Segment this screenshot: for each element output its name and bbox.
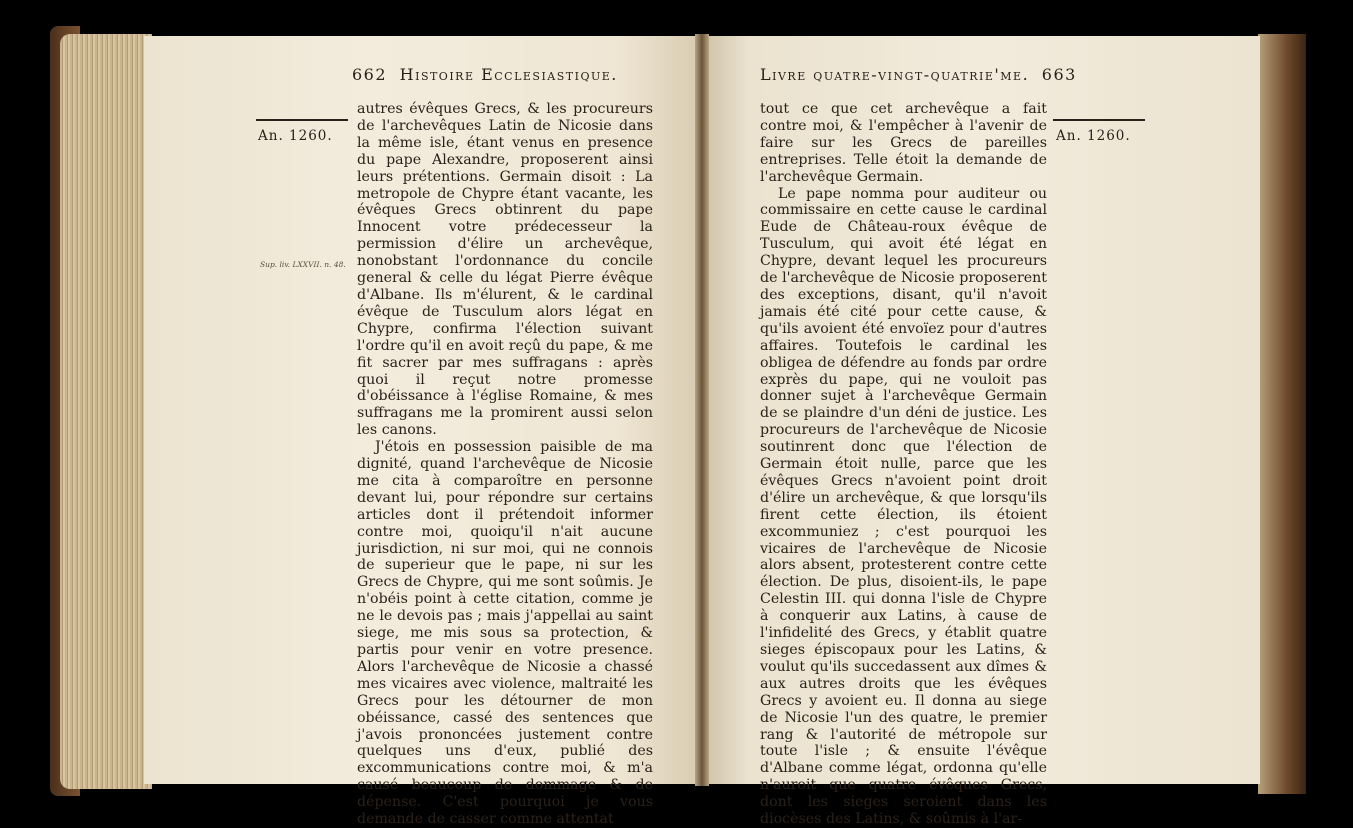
right-page-number: 663	[1041, 65, 1077, 84]
left-margin-year: An. 1260.	[258, 128, 333, 144]
right-running-title: Livre quatre-vingt-quatrie'me.	[760, 65, 1030, 84]
left-paragraph-1: autres évêques Grecs, & les procureurs de l'archevêques Latin de Nicosie dans la même isle, étant venus en presence du pape Alexandre, proposerent ainsi leurs prétentions. Germain disoit : La metropole de Chypre étant vacante, les évêques Grecs obtinrent du pape Innocent votre prédecesseur la permission d'élire un archevêque, nonobstant l'ordonnance du concile general & celle du légat Pierre évêque d'Albane. Ils m'élurent, & le cardinal évêque de Tusculum alors légat en Chypre, confirma l'élection suivant l'ordre qu'il en avoit reçû du pape, & me fit sacrer par mes suffragans : après quoi il reçut notre promesse d'obéissance à l'église Romaine, & mes suffragans me la promirent aussi selon les canons.	[357, 101, 653, 439]
right-margin-rule	[1053, 119, 1145, 121]
left-body-text	[357, 101, 653, 828]
book-cover-right	[1258, 34, 1306, 794]
right-body-text	[760, 101, 1047, 828]
left-running-title: Histoire Ecclesiastique.	[399, 65, 618, 84]
right-paragraph-1: tout ce que cet archevêque a fait contre moi, & l'empêcher à l'avenir de faire sur les Grecs de pareilles entreprises. Telle étoit la demande de l'archevêque Germain.	[760, 101, 1047, 185]
book-gutter	[695, 34, 709, 786]
right-margin-year: An. 1260.	[1056, 128, 1131, 144]
left-page-number: 662	[352, 65, 388, 84]
left-margin-rule	[256, 119, 348, 121]
left-paragraph-2: J'étois en possession paisible de ma dignité, quand l'archevêque de Nicosie me cita à comparoître en personne devant lui, pour répondre sur certains articles dont il prétendoit informer contre moi, quoiqu'il n'ait aucune jurisdiction, ni sur moi, qui ne connois de superieur que le pape, ni sur les Grecs de Chypre, qui me sont soûmis. Je n'obéis point à cette citation, comme je ne le devois pas ; mais j'appellai au saint siege, me mis sous sa protection, & partis pour venir en votre presence. Alors l'archevêque de Nicosie a chassé mes vicaires avec violence, maltraité les Grecs pour les détourner de mon obéissance, cassé des sentences que j'avois prononcées justement contre quelques uns d'eux, publié des excommunications contre moi, & m'a causé beaucoup de dommage & de dépense. C'est pourquoi je vous demande de casser comme attentat	[357, 439, 653, 828]
left-margin-note: Sup. liv. LXXVII. n. 48.	[260, 260, 346, 269]
right-paragraph-2: Le pape nomma pour auditeur ou commissaire en cette cause le cardinal Eude de Château-roux évêque de Tusculum, qui avoit été légat en Chypre, devant lequel les procureurs de l'archevêque de Nicosie proposerent des exceptions, disant, qu'il n'avoit jamais été cité pour cette cause, & qu'ils avoient été envoïez pour d'autres affaires. Toutefois le cardinal les obligea de défendre au fonds par ordre exprès du pape, qui ne vouloit pas donner sujet à l'archevêque Germain de se plaindre d'un déni de justice. Les procureurs de l'archevêque de Nicosie soutinrent donc que l'élection de Germain étoit nulle, parce que les évêques Grecs n'avoient point droit d'élire un archevêque, & que lorsqu'ils firent cette élection, ils étoient excommuniez ; c'est pourquoi les vicaires de l'archevêque de Nicosie alors absent, protesterent contre cette élection. De plus, disoient-ils, le pape Celestin III. qui donna l'isle de Chypre à conquerir aux Latins, à cause de l'infidelité des Grecs, y établit quatre sieges épiscopaux pour les Latins, & voulut qu'ils succedassent aux dîmes & aux autres droits que les évêques Grecs y avoient eu. Il donna au siege de Nicosie l'un des quatre, le premier rang & l'autorité de métropole sur toute l'isle ; & ensuite l'évêque d'Albane comme légat, ordonna qu'elle n'auroit que quatre évêques Grecs, dont les sieges seroient dans les diocèses des Latins, & soûmis à l'ar-	[760, 185, 1047, 828]
page-edges-left	[60, 34, 152, 789]
left-running-head	[352, 65, 618, 84]
right-running-head	[760, 65, 1077, 84]
